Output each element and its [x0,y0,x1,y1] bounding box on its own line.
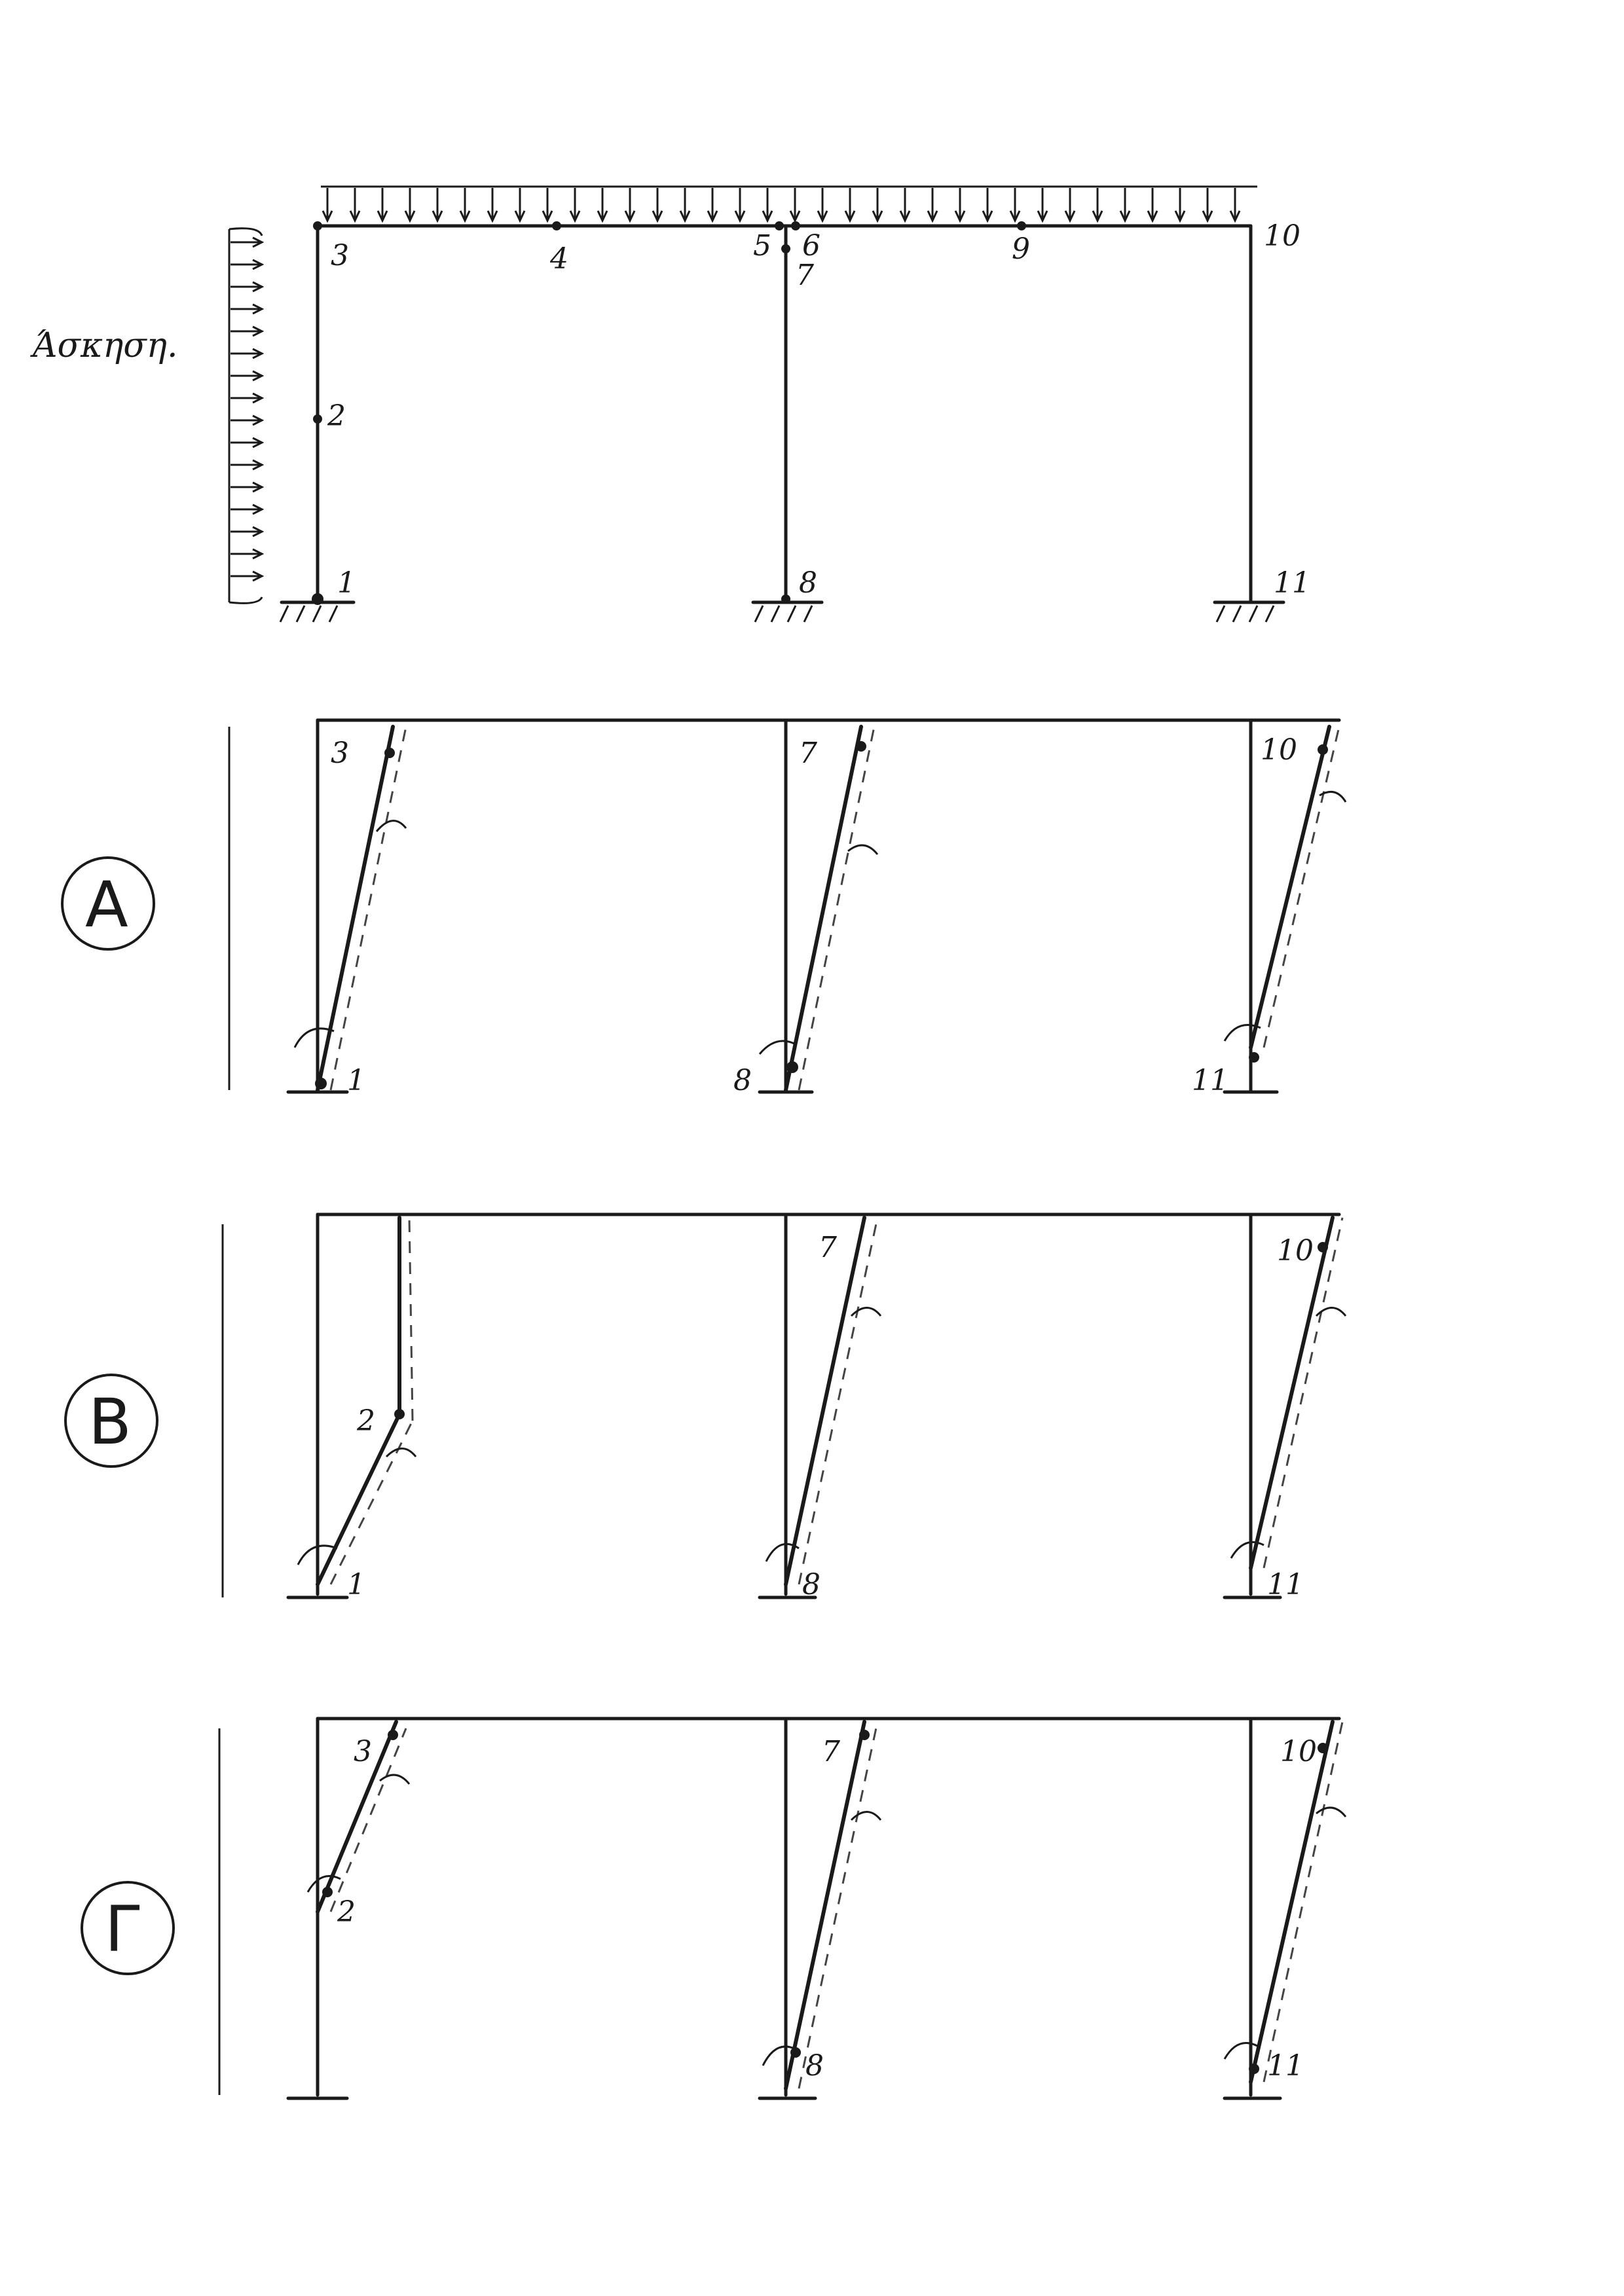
mechanism-Gamma [82,1719,1346,2098]
mechanism-A-label-3: 3 [331,737,349,770]
load-arrow [378,188,387,221]
mechanism-B-label-11: 11 [1267,1568,1304,1601]
load-arrow [231,371,262,380]
fixed-support-11 [1215,602,1283,622]
load-arrow [680,188,690,221]
load-arrow [515,188,525,221]
load-arrow [231,282,262,291]
load-arrow [231,416,262,425]
mechanism-A-label-1: 1 [347,1064,365,1097]
load-arrow [1175,188,1185,221]
load-arrow [323,188,332,221]
load-arrow [955,188,965,221]
fixed-support-1 [280,602,354,622]
load-arrow [460,188,470,221]
node-label-1: 1 [337,566,356,600]
node-label-10: 10 [1264,219,1301,253]
beam-distributed-load [321,187,1257,221]
load-arrow [763,188,772,221]
node-dot-7 [781,244,790,253]
node-dot-5 [775,221,784,230]
load-arrow [231,549,262,558]
mechanism-B-label-7: 7 [819,1231,837,1264]
load-arrow [900,188,910,221]
load-arrow [231,483,262,492]
load-arrow [653,188,662,221]
mechanism-Gamma-label-3: 3 [354,1735,372,1768]
load-arrow [928,188,937,221]
load-arrow [231,460,262,469]
load-arrow [598,188,607,221]
load-arrow [231,572,262,581]
node-label-4: 4 [550,242,568,276]
mechanism-B-label-1: 1 [347,1568,365,1601]
mechanism-A-letter: A [85,868,128,941]
load-arrow [231,238,262,247]
load-arrow [231,260,262,269]
load-arrow [1120,188,1130,221]
mechanism-B-label-8: 8 [802,1568,821,1601]
load-arrow [405,188,415,221]
mechanism-B [65,1214,1346,1601]
mechanism-Gamma-label-10: 10 [1280,1735,1317,1768]
load-arrow [1093,188,1102,221]
mechanism-B-label-10: 10 [1277,1234,1314,1267]
load-arrow [231,505,262,514]
node-dot-3 [313,221,322,230]
load-arrow [433,188,442,221]
node-dot-8 [781,594,790,604]
node-dot-4 [552,221,561,230]
mechanism-B-letter: B [88,1385,132,1459]
node-dot-2 [313,414,322,424]
column-distributed-load [229,228,262,604]
mechanism-A-label-10: 10 [1261,733,1297,767]
load-arrow [231,349,262,358]
node-dot-6 [791,221,800,230]
load-arrow [231,527,262,536]
load-arrow [488,188,497,221]
mechanism-Gamma-label-8: 8 [805,2049,824,2083]
node-dot-1 [312,593,323,605]
node-label-11: 11 [1274,566,1310,600]
load-arrow [1230,188,1240,221]
mechanism-A-label-8: 8 [733,1064,752,1097]
load-arrow [231,438,262,447]
load-arrow [735,188,745,221]
load-arrow [1010,188,1020,221]
node-label-6: 6 [802,229,821,263]
load-arrow [790,188,800,221]
mechanism-Gamma-label-2: 2 [337,1895,356,1929]
mechanism-A-label-11: 11 [1192,1064,1228,1097]
load-arrow [1203,188,1212,221]
load-arrow [231,393,262,403]
load-arrow [1148,188,1157,221]
load-arrow [873,188,882,221]
load-arrow [625,188,635,221]
load-arrow [231,304,262,314]
load-arrow [1038,188,1047,221]
node-label-5: 5 [753,229,771,263]
node-label-2: 2 [327,399,346,433]
mechanism-B-label-2: 2 [357,1404,375,1438]
load-arrow [570,188,580,221]
mechanism-Gamma-label-7: 7 [822,1735,840,1768]
node-label-7: 7 [796,259,814,292]
load-arrow [845,188,855,221]
load-arrow [983,188,992,221]
load-arrow [543,188,552,221]
exercise-label: Άσκηση. [33,326,178,365]
load-arrow [818,188,827,221]
mechanism-Gamma-label-11: 11 [1267,2049,1304,2083]
mechanism-A-label-7: 7 [799,737,817,770]
node-label-9: 9 [1012,232,1030,266]
load-arrow [231,327,262,336]
node-label-8: 8 [799,566,817,600]
mechanism-Gamma-letter: Γ [105,1893,140,1966]
load-arrow [708,188,717,221]
fixed-support-8 [753,602,822,622]
node-dot-9 [1017,221,1026,230]
load-arrow [1065,188,1075,221]
load-arrow [350,188,360,221]
node-label-3: 3 [331,239,349,272]
mechanism-A [62,720,1346,1097]
original-frame [229,187,1310,622]
